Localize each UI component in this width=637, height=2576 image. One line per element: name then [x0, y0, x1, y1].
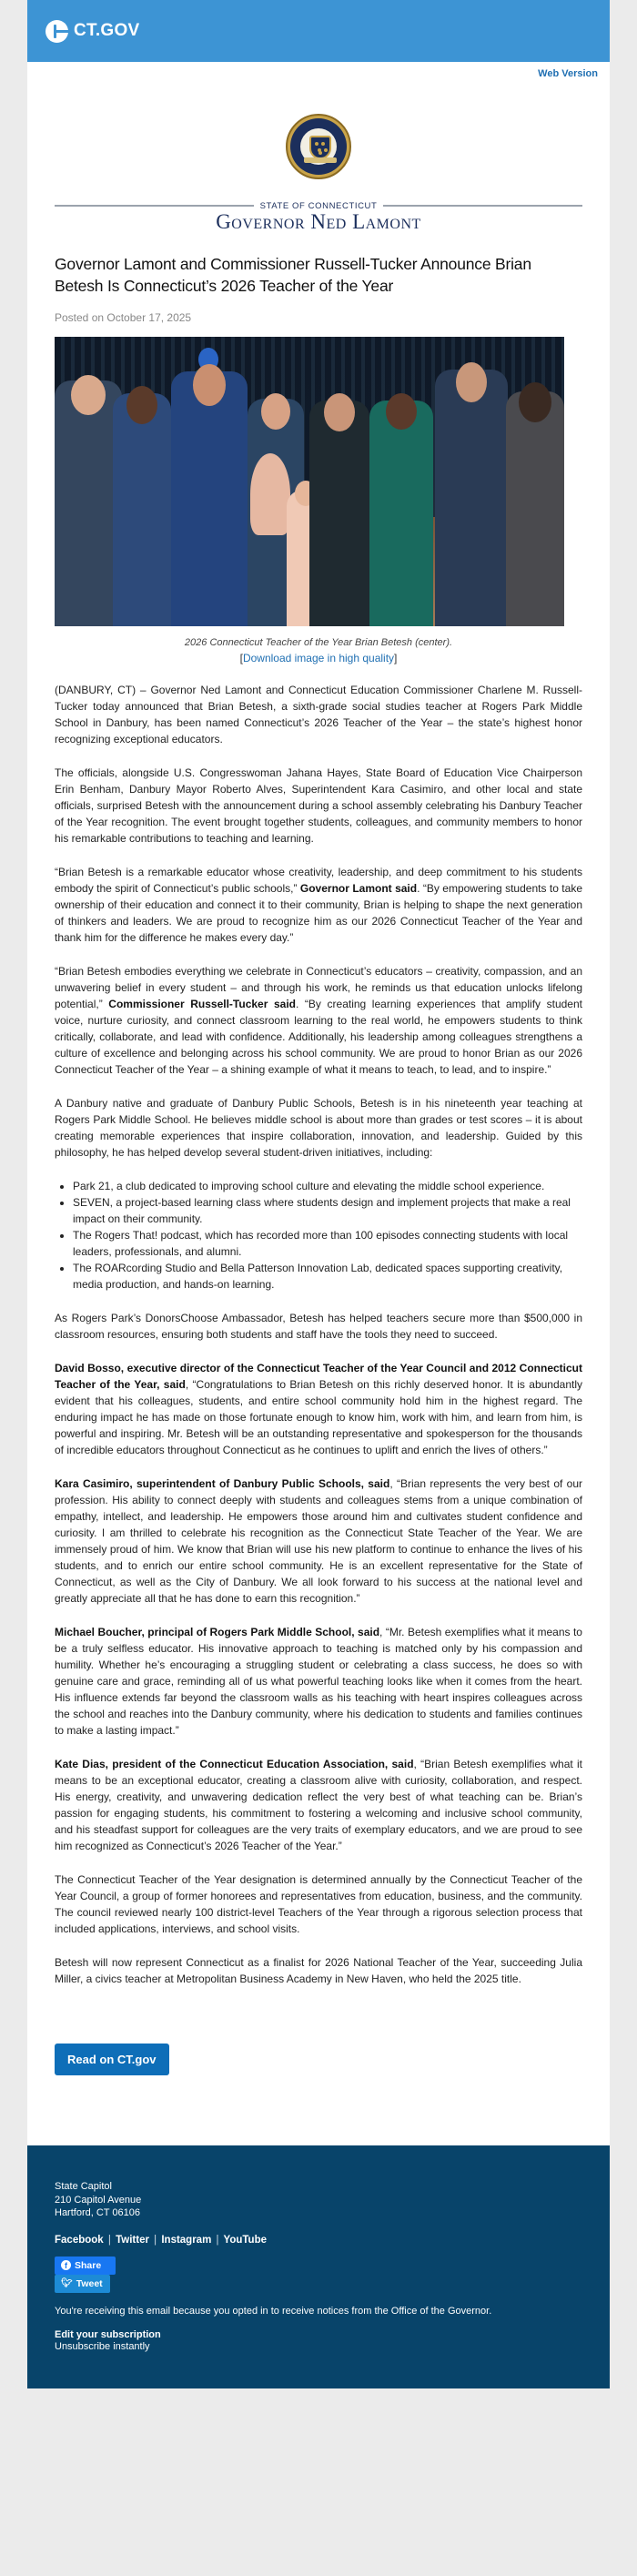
read-on-ctgov-button[interactable]: Read on CT.gov [55, 2044, 169, 2075]
quote-text: , “Brian represents the very best of our profession. His ability to connect deeply with students and colleagues stems from a unique combination of empathy, intellect, and leadership. He empowers those around him and cultivates student confidence and curiosity. I am thrilled to celebrate his recognition as the Connecticut State Teacher of the Year. We are immensely proud of him. We know that Brian will use his new platform to continue to enhance the lives of his students, and to enrich our entire school community. He is an excellent representative for the State of Connecticut, as well as the City of Danbury. We all look forward to his success at the national level and greatly appreciate all that he has done to earn this recognition.” [55, 1477, 583, 1605]
initiatives-list [55, 1178, 582, 1293]
address-block [55, 2180, 582, 2220]
person [435, 370, 508, 626]
person [171, 371, 248, 626]
article-photo[interactable] [55, 337, 564, 626]
bracket: [ [239, 652, 243, 664]
paragraph-designation: The Connecticut Teacher of the Year designation is determined annually by the Connecticut Teacher of the Year Council, a group of former honorees and representatives from education, business, and the community. The council reviewed nearly 100 district-level Teachers of the Year through a rigorous selection process that included applications, interviews, and school visits. [55, 1873, 582, 1935]
address-line: State Capitol [55, 2181, 112, 2192]
person [55, 380, 122, 626]
twitter-link[interactable]: Twitter [116, 2234, 149, 2246]
paragraph-dias-quote [55, 1756, 582, 1854]
posted-date: Posted on October 17, 2025 [55, 311, 192, 324]
person [369, 401, 433, 626]
quote-text: “Brian Betesh is a remarkable educator whose creativity, leadership, and deep commitment to his students embody the spirit of Connecticut’s public schools,” [55, 866, 582, 895]
separator: | [154, 2234, 157, 2246]
share-label: Share [75, 2259, 102, 2271]
bracket: ] [394, 652, 398, 664]
youtube-link[interactable]: YouTube [223, 2234, 267, 2246]
paragraph-officials: The officials, alongside U.S. Congresswoman Jahana Hayes, State Board of Education Vice Chairperson Erin Benham, Danbury Mayor Roberto Alves, Superintendent Kara Casimiro, and other local and state officials, surprised Betesh with the announcement during a school assembly celebrating his Danbury Teacher of the Year recognition. The event brought together students, colleagues, and community members to honor his remarkable contributions to teaching and learning. [55, 766, 582, 845]
web-version-link[interactable]: Web Version [538, 68, 598, 79]
article-body [27, 253, 610, 2145]
speaker-attribution: Commissioner Russell-Tucker said [108, 998, 296, 1010]
paragraph-donorschoose: As Rogers Park’s DonorsChoose Ambassador, Betesh has helped teachers secure more than $500,000 in classroom resources, ensuring both students and staff have the tools they need to succeed. [55, 1312, 582, 1341]
separator: | [107, 2234, 111, 2246]
speaker-attribution: Kate Dias, president of the Connecticut Education Association, said [55, 1758, 414, 1770]
address-line: Hartford, CT 06106 [55, 2207, 140, 2218]
paragraph-background: A Danbury native and graduate of Danbury Public Schools, Betesh is in his nineteenth year teaching at Rogers Park Middle School. He believes middle school is about more than grades or test scores – it is about creating memorable experiences that inspire collaboration, innovation, and leadership. Guided by this philosophy, he has helped develop several student-driven initiatives, including: [55, 1097, 582, 1159]
article-title: Governor Lamont and Commissioner Russell-Tucker Announce Brian Betesh Is Connecticut’s 2026 Teacher of the Year [55, 255, 531, 295]
governor-seal-icon [286, 114, 351, 179]
paragraph-finalist: Betesh will now represent Connecticut as a finalist for 2026 National Teacher of the Year, succeeding Julia Miller, a civics teacher at Metropolitan Business Academy in New Haven, who held the 2025 title. [55, 1956, 582, 1985]
facebook-icon: f [61, 2260, 71, 2270]
social-links [55, 2235, 582, 2246]
web-version-row [27, 62, 610, 102]
share-buttons [55, 2257, 582, 2293]
quote-text: , “Mr. Betesh exemplifies what it means to be a truly selfless educator. His innovative approach to teaching is matched only by his compassion and humility. Whether he’s encouraging a struggling student or celebrating a class success, he does so with genuine care and grace, reminding all of us what powerful teaching looks like when it comes from the heart. His influence extends far beyond the classroom walls as his teaching with heart inspires colleagues across the school and reaches into the Danbury community, where his dedication to students and families continues to make a lasting impact.” [55, 1626, 582, 1737]
divider [55, 205, 254, 207]
paragraph-bosso-quote [55, 1360, 582, 1458]
paragraph-governor-quote [55, 864, 582, 946]
divider [383, 205, 582, 207]
header-bar [27, 0, 610, 62]
speaker-attribution: Michael Boucher, principal of Rogers Park Middle School, said [55, 1626, 380, 1638]
edit-subscription-link[interactable]: Edit your subscription [55, 2328, 161, 2340]
edit-subscription-row [55, 2329, 582, 2340]
list-item: • Park 21, a club dedicated to improving school culture and elevating the middle school experience. [73, 1178, 582, 1194]
paragraph-intro: (DANBURY, CT) – Governor Ned Lamont and Connecticut Education Commissioner Charlene M. Russell-Tucker today announced that Brian Betesh, a sixth-grade social studies teacher at Rogers Park Middle School in Danbury, has been named Connecticut’s 2026 Teacher of the Year – the state’s highest honor recognizing exceptional educators. [55, 684, 582, 745]
cta-row [55, 2044, 582, 2145]
list-item: • The ROARcording Studio and Bella Patterson Innovation Lab, dedicated spaces supporting creativity, media production, and hands-on learning. [73, 1260, 582, 1293]
download-image-link[interactable]: Download image in high quality [242, 652, 395, 664]
quote-text: , “Congratulations to Brian Betesh on this richly deserved honor. It is abundantly evident that his colleagues, students, and entire school community hold him in the highest regard. The enduring impact he has made on those fortunate enough to know him, work with him, and learn from him, is powerful and inspiring. Mr. Betesh will be an outstanding representative and spokesperson for the thousands of incredible educators throughout Connecticut as he continues to uplift and enrich the lives of others.” [55, 1378, 582, 1456]
separator: | [216, 2234, 219, 2246]
quote-text: “Brian Betesh embodies everything we celebrate in Connecticut’s educators – creativity, compassion, and an unwavering belief in every student – and through his work, he reminds us that education unlocks lifelong potential,” [55, 965, 582, 1010]
address-line: 210 Capitol Avenue [55, 2194, 142, 2206]
instagram-link[interactable]: Instagram [161, 2234, 212, 2246]
optin-notice: You're receiving this email because you opted in to receive notices from the Office of the Governor. [55, 2305, 492, 2317]
tweet-label: Tweet [76, 2277, 103, 2289]
unsubscribe-link[interactable]: Unsubscribe instantly [55, 2340, 150, 2352]
footer [27, 2145, 610, 2388]
facebook-link[interactable]: Facebook [55, 2234, 104, 2246]
person [309, 401, 369, 626]
cutout-face [250, 453, 290, 535]
facebook-share-button[interactable] [55, 2257, 116, 2275]
ctgov-logo-link[interactable] [46, 20, 140, 43]
list-item: • SEVEN, a project-based learning class where students design and implement projects that make a real impact on their community. [73, 1194, 582, 1227]
state-label: STATE OF CONNECTICUT [259, 200, 378, 211]
list-item: • The Rogers That! podcast, which has recorded more than 100 episodes connecting students with local leaders, professionals, and alumni. [73, 1227, 582, 1260]
person [506, 391, 564, 626]
twitter-tweet-button[interactable] [55, 2275, 110, 2293]
paragraph-boucher-quote [55, 1624, 582, 1739]
governor-name: Governor Ned Lamont [216, 210, 421, 233]
download-row [55, 652, 582, 664]
quote-text: . “By creating learning experiences that amplify student voice, nurture curiosity, and connect classroom learning to the real world, he empowers students to think critically, collaborate, and lead with confidence. Additionally, his leadership among colleagues strengthens a culture of excellence and belonging across his school community. We are proud to honor Brian as our 2026 Connecticut Teacher of the Year – a shining example of what it means to teach, to lead, and to inspire.” [55, 998, 582, 1076]
person [113, 393, 171, 626]
quote-text: . “By empowering students to take ownership of their education and connect it to their community, Brian is helping to shape the next generation of thinkers and leaders. We are proud to recognize him as our 2026 Connecticut Teacher of the Year and thank him for the difference he makes every day.” [55, 882, 582, 944]
paragraph-commissioner-quote [55, 963, 582, 1078]
photo-caption: 2026 Connecticut Teacher of the Year Brian Betesh (center). [184, 637, 453, 648]
paragraph-casimiro-quote [55, 1476, 582, 1607]
speaker-attribution: David Bosso, executive director of the Connecticut Teacher of the Year Council and 2012 Connecticut Teacher of the Year, said [55, 1362, 582, 1391]
ctgov-logo-text: CT.GOV [74, 21, 140, 40]
speaker-attribution: Governor Lamont said [299, 882, 418, 895]
speaker-attribution: Kara Casimiro, superintendent of Danbury Public Schools, said [55, 1477, 390, 1490]
unsubscribe-row [55, 2341, 582, 2352]
masthead [27, 114, 610, 233]
email-container [27, 0, 610, 2388]
twitter-bird-icon: 🐦︎ [61, 2278, 73, 2288]
ctgov-logo-icon [46, 20, 68, 43]
quote-text: , “Brian Betesh exemplifies what it means to be an exceptional educator, creating a classroom alive with curiosity, collaboration, and respect. His energy, creativity, and unwavering dedication reflect the very best of what teaching can be. Brian’s passion for engaging students, his commitment to fostering a welcoming and inclusive school community, and his steadfast support for colleagues are the very traits of exemplary educators, and we are proud to see him recognized as Connecticut’s 2026 Teacher of the Year.” [55, 1758, 583, 1852]
